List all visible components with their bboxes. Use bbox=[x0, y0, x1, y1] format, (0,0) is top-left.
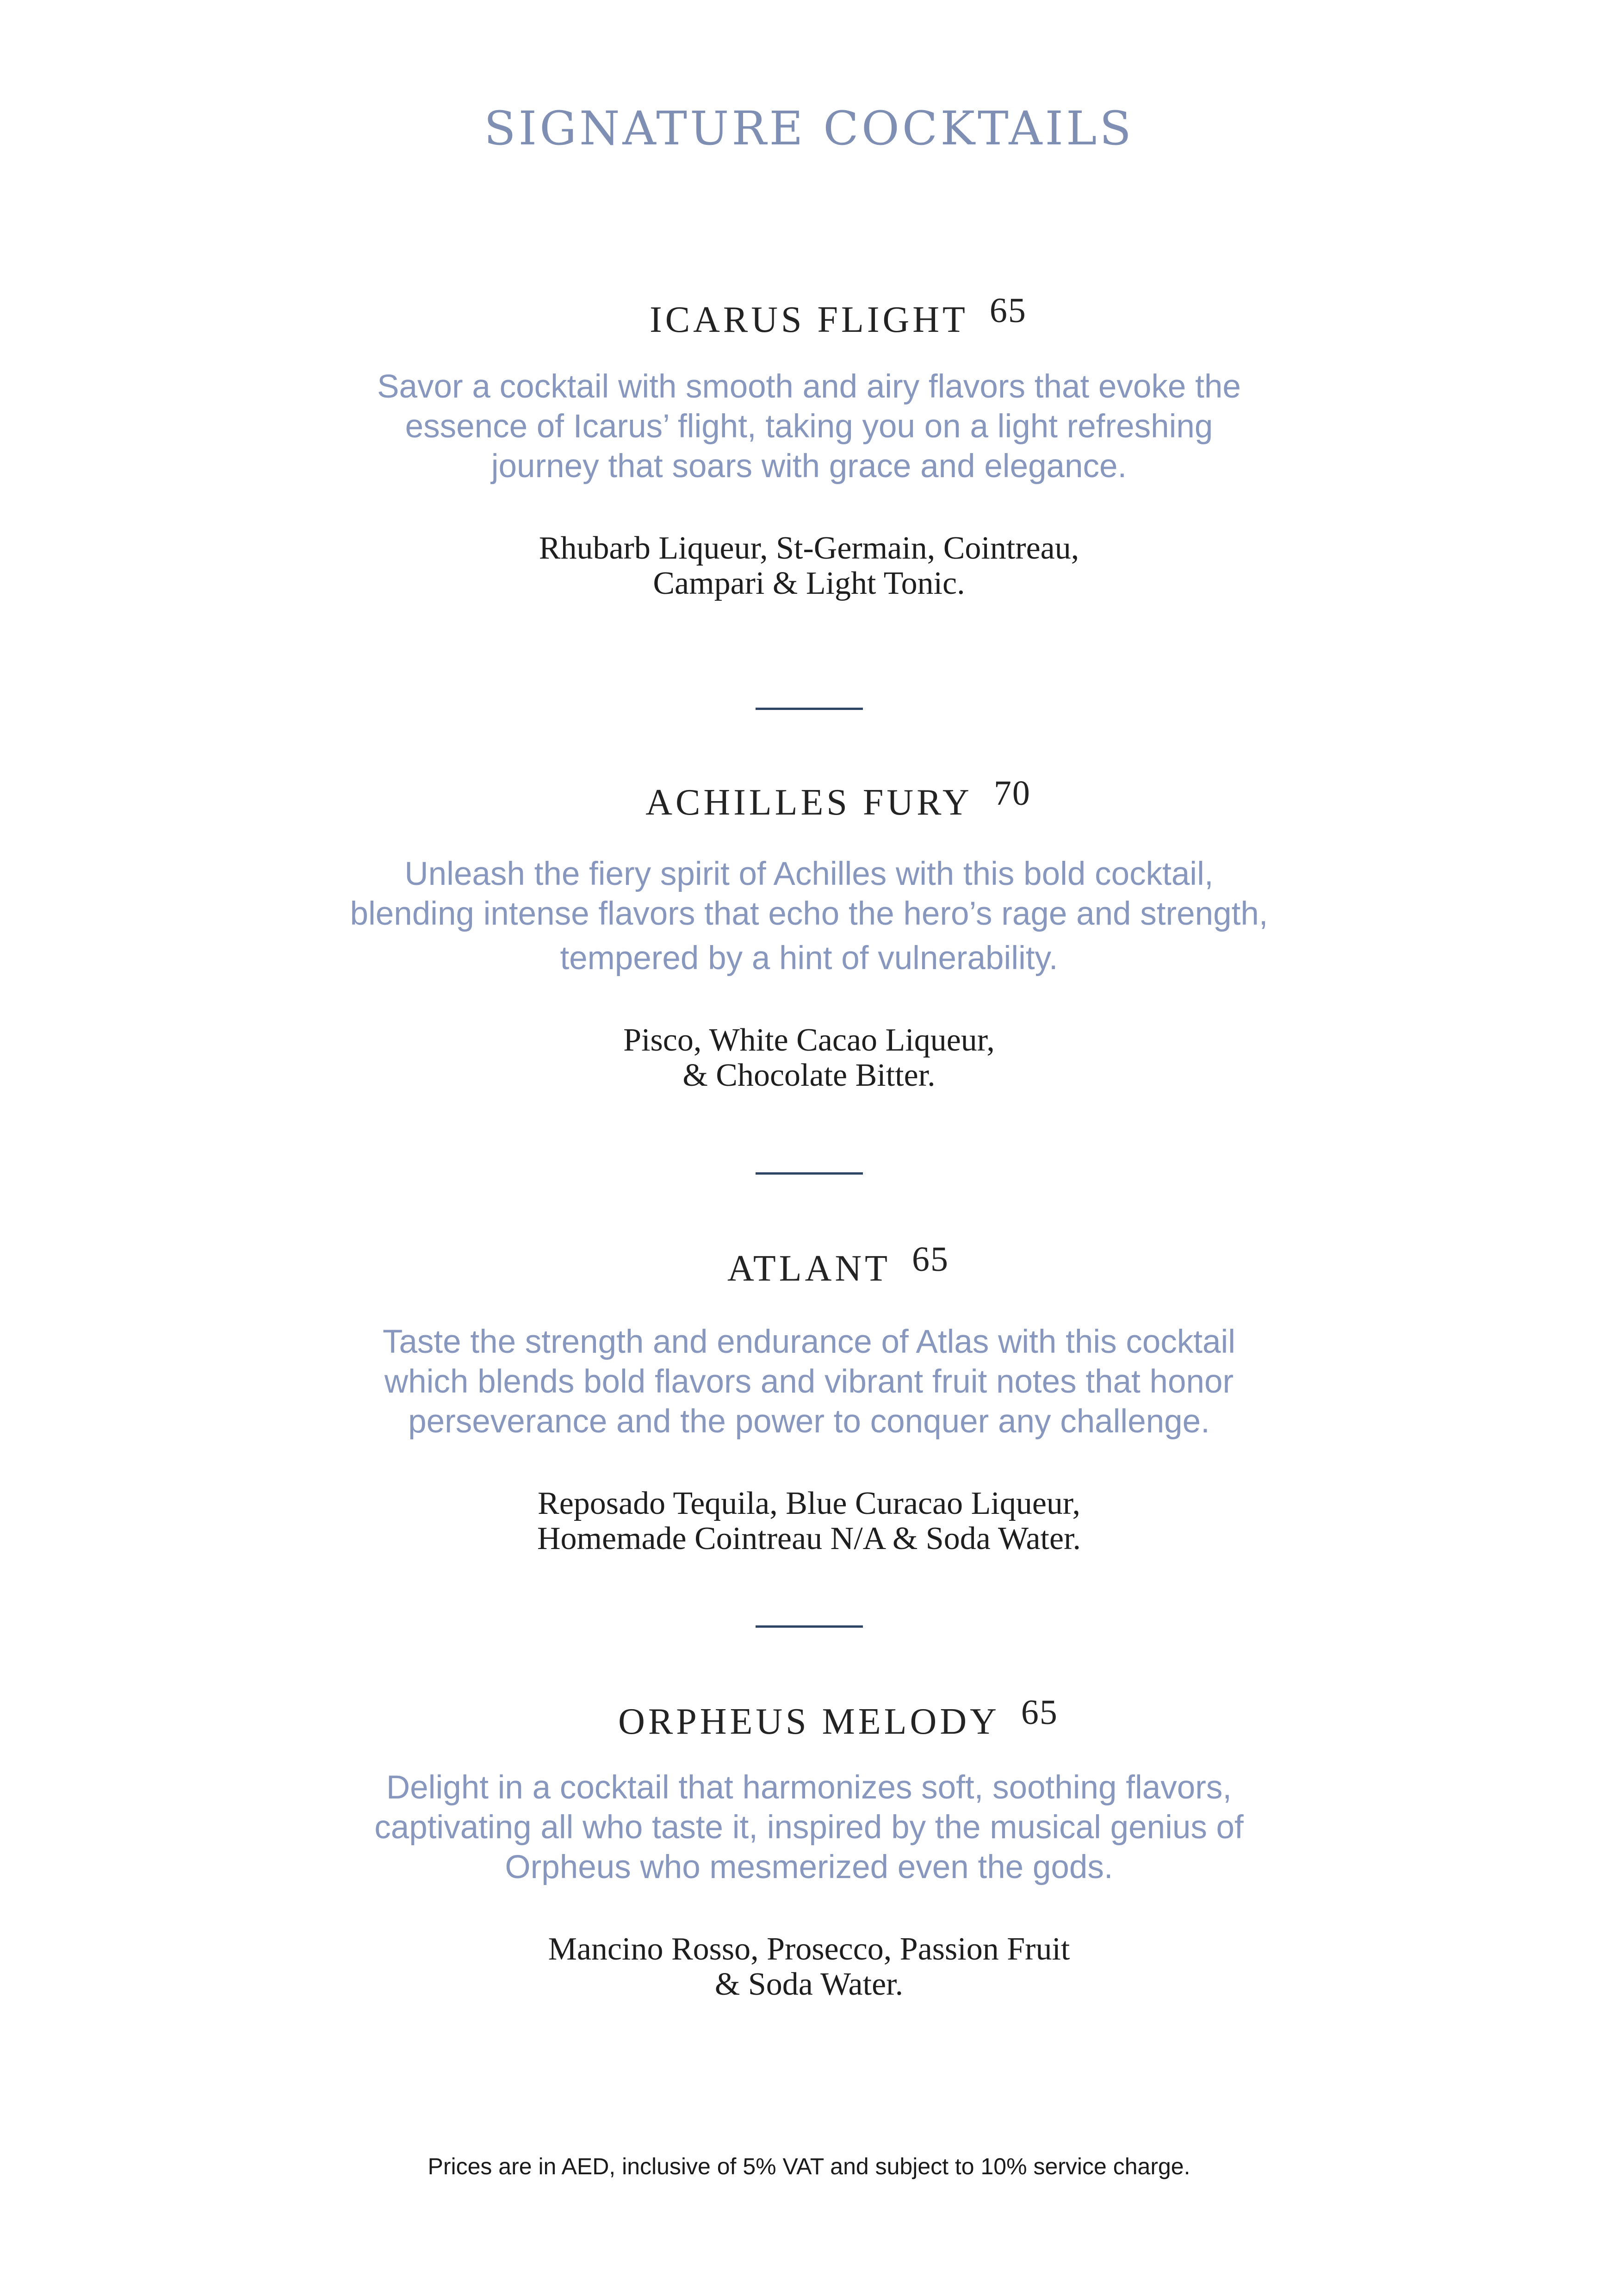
description-line: essence of Icarus’ flight, taking you on a light refreshing bbox=[405, 408, 1213, 445]
description-line: Savor a cocktail with smooth and airy flavors that evoke the bbox=[377, 368, 1241, 405]
description-line: Taste the strength and endurance of Atlas with this cocktail bbox=[382, 1324, 1236, 1360]
ingredients-line: & Soda Water. bbox=[714, 1966, 904, 2002]
cocktail-description bbox=[277, 1768, 1341, 1887]
ingredients-line: Reposado Tequila, Blue Curacao Liqueur, bbox=[538, 1486, 1080, 1521]
cocktail-price: 65 bbox=[1021, 1693, 1058, 1732]
cocktail-item-orpheus-melody bbox=[0, 1693, 1618, 2002]
pricing-footnote: Prices are in AED, inclusive of 5% VAT and subject to 10% service charge. bbox=[428, 2153, 1190, 2179]
ingredients-line: & Chocolate Bitter. bbox=[682, 1058, 936, 1093]
ingredients-line: Pisco, White Cacao Liqueur, bbox=[623, 1022, 995, 1058]
description-line: which blends bold flavors and vibrant fruit notes that honor bbox=[384, 1363, 1234, 1400]
cocktail-ingredients bbox=[347, 1023, 1272, 1093]
section-divider bbox=[756, 708, 863, 710]
cocktail-description bbox=[277, 854, 1341, 978]
cocktail-name: ATLANT bbox=[727, 1248, 891, 1289]
cocktail-name: ICARUS FLIGHT bbox=[650, 299, 968, 340]
section-divider bbox=[756, 1172, 863, 1175]
description-line: perseverance and the power to conquer any challenge. bbox=[408, 1403, 1210, 1440]
cocktail-item-achilles-fury bbox=[0, 774, 1618, 1093]
section-divider bbox=[756, 1625, 863, 1628]
cocktail-ingredients bbox=[347, 531, 1272, 601]
ingredients-line: Campari & Light Tonic. bbox=[653, 566, 965, 601]
description-line: tempered by a hint of vulnerability. bbox=[560, 940, 1058, 977]
ingredients-line: Mancino Rosso, Prosecco, Passion Fruit bbox=[548, 1931, 1070, 1967]
cocktail-price: 65 bbox=[989, 291, 1027, 330]
description-line: blending intense flavors that echo the hero’s rage and strength, bbox=[350, 896, 1268, 932]
description-line: captivating all who taste it, inspired by the musical genius of bbox=[374, 1809, 1244, 1846]
cocktail-heading bbox=[650, 291, 1027, 340]
cocktail-name: ORPHEUS MELODY bbox=[618, 1701, 1000, 1742]
description-line: journey that soars with grace and elegance. bbox=[491, 448, 1127, 485]
cocktail-name: ACHILLES FURY bbox=[645, 782, 973, 823]
ingredients-line: Rhubarb Liqueur, St-Germain, Cointreau, bbox=[539, 530, 1079, 566]
description-line: Unleash the fiery spirit of Achilles with this bold cocktail, bbox=[404, 856, 1214, 892]
cocktail-ingredients bbox=[347, 1932, 1272, 2002]
ingredients-line: Homemade Cointreau N/A & Soda Water. bbox=[537, 1521, 1081, 1556]
cocktail-ingredients bbox=[347, 1486, 1272, 1556]
description-line: Orpheus who mesmerized even the gods. bbox=[505, 1849, 1113, 1885]
cocktail-heading bbox=[727, 1240, 949, 1289]
cocktail-description bbox=[277, 367, 1341, 486]
cocktail-item-icarus-flight bbox=[0, 291, 1618, 601]
cocktail-price: 70 bbox=[993, 774, 1031, 813]
cocktail-description bbox=[277, 1322, 1341, 1442]
cocktail-price: 65 bbox=[912, 1240, 949, 1279]
cocktail-heading bbox=[645, 774, 1031, 823]
description-line: Delight in a cocktail that harmonizes soft, soothing flavors, bbox=[386, 1769, 1232, 1806]
page-title: SIGNATURE COCKTAILS bbox=[484, 101, 1134, 156]
cocktail-heading bbox=[618, 1693, 1058, 1742]
cocktail-item-atlant bbox=[0, 1240, 1618, 1556]
